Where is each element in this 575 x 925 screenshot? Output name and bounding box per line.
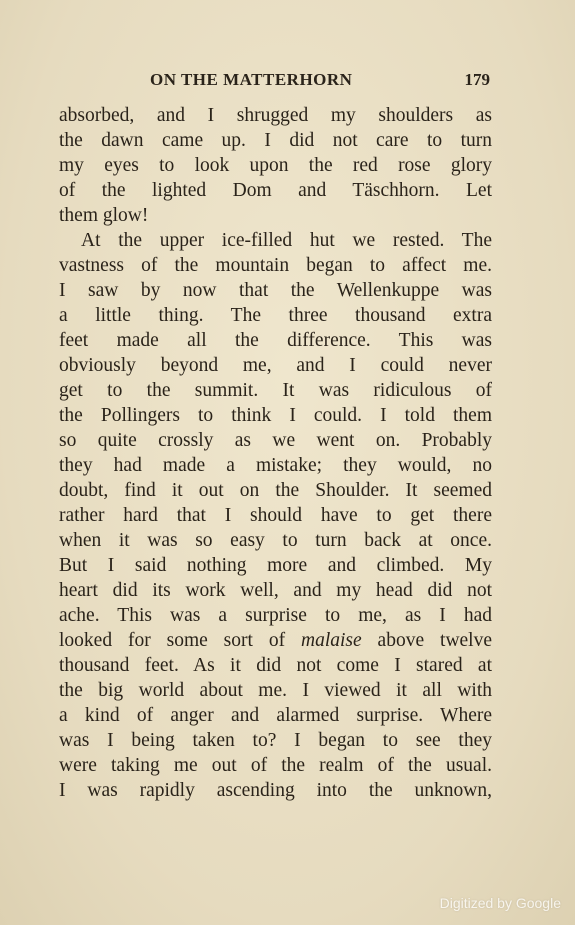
text-line: I was rapidly ascending into the unknown, — [59, 780, 492, 801]
digitization-watermark: Digitized by Google — [439, 895, 561, 911]
text-line: were taking me out of the realm of the usual. — [59, 755, 492, 776]
text-line: ache. This was a surprise to me, as I had — [59, 605, 492, 626]
text-line: I saw by now that the Wellenkuppe was — [59, 280, 492, 301]
text-line: the dawn came up. I did not care to turn — [59, 130, 492, 151]
text-line: was I being taken to? I began to see they — [59, 730, 492, 751]
text-line: thousand feet. As it did not come I stared at — [59, 655, 492, 676]
text-line: heart did its work well, and my head did not — [59, 580, 492, 601]
text-line: so quite crossly as we went on. Probably — [59, 430, 492, 451]
text-line: rather hard that I should have to get there — [59, 505, 492, 526]
text-line: get to the summit. It was ridiculous of — [59, 380, 492, 401]
text-line-with-italic — [59, 628, 492, 653]
text-line: feet made all the difference. This was — [59, 330, 492, 351]
italic-word: malaise — [300, 630, 362, 651]
text-line: At the upper ice-filled hut we rested. The — [81, 230, 492, 251]
text-line: a little thing. The three thousand extra — [59, 305, 492, 326]
text-line: them glow! — [59, 205, 149, 226]
page-number: 179 — [464, 70, 490, 89]
text-line: absorbed, and I shrugged my shoulders as — [59, 105, 492, 126]
text-line: they had made a mistake; they would, no — [59, 455, 492, 476]
text-line: of the lighted Dom and Täschhorn. Let — [59, 180, 492, 201]
text-line: doubt, find it out on the Shoulder. It seemed — [59, 480, 492, 501]
text-line: vastness of the mountain began to affect me. — [59, 255, 492, 276]
text-line: But I said nothing more and climbed. My — [59, 555, 492, 576]
text-segment: looked for some sort of — [59, 630, 301, 651]
text-line: when it was so easy to turn back at once. — [59, 530, 492, 551]
text-line: obviously beyond me, and I could never — [59, 355, 492, 376]
text-line: a kind of anger and alarmed surprise. Where — [59, 705, 492, 726]
text-line: the Pollingers to think I could. I told them — [59, 405, 492, 426]
body-text — [59, 103, 492, 803]
page-header — [60, 70, 490, 94]
text-line: the big world about me. I viewed it all with — [59, 680, 492, 701]
text-line: my eyes to look upon the red rose glory — [59, 155, 492, 176]
running-title: ON THE MATTERHORN — [150, 70, 353, 89]
text-segment: above twelve — [361, 630, 492, 651]
